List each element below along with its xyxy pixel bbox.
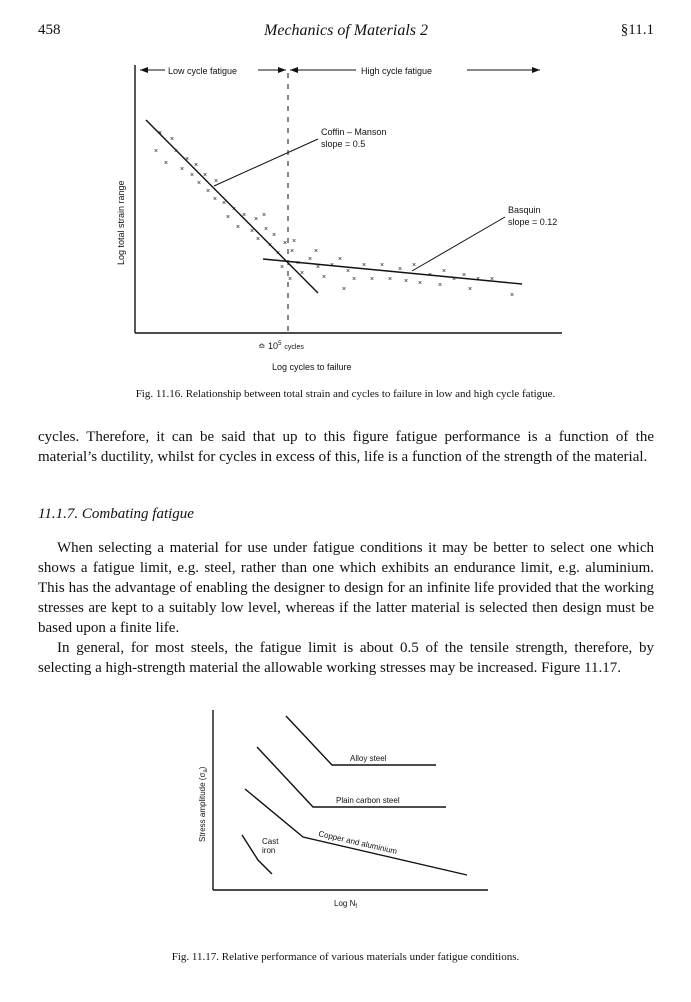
data-point: × <box>322 274 327 281</box>
data-point: × <box>158 130 163 137</box>
data-point: × <box>510 292 515 299</box>
data-point: × <box>438 282 443 289</box>
paragraph-2: When selecting a material for use under fatigue conditions it may be better to select one which shows a fatigue limit, e.g. steel, rather than one which exhibits an endurance limit, e.g. aluminium. This has the advantage of enabling the designer to design for an infinite life provided that the working stresses are kept to a suitably low level, whereas if the latter material is selected then design must be based upon a finite life. <box>38 540 654 636</box>
section-heading: 11.1.7. Combating fatigue <box>38 506 194 522</box>
data-point: × <box>418 280 423 287</box>
data-point: × <box>222 200 227 207</box>
running-header <box>38 22 654 44</box>
transition-label: ≏ $10^5$ $_{cycles}$ <box>258 341 304 351</box>
data-point: × <box>264 226 269 233</box>
data-point: × <box>314 248 319 255</box>
data-point: × <box>290 248 295 255</box>
alloy-steel-label: Alloy steel <box>350 754 387 763</box>
data-point: × <box>236 224 241 231</box>
basquin-label: Basquin <box>508 205 541 215</box>
data-point: × <box>174 148 179 155</box>
figure-11-17-caption: Fig. 11.17. Relative performance of various materials under fatigue conditions. <box>171 951 520 963</box>
data-point: × <box>194 162 199 169</box>
data-point: × <box>412 262 417 269</box>
data-point: × <box>300 270 305 277</box>
section-number: §11.1 <box>620 22 654 38</box>
data-point: × <box>352 276 357 283</box>
data-point: × <box>185 156 190 163</box>
basquin-slope: slope = 0.12 <box>508 217 558 227</box>
data-point: × <box>370 276 375 283</box>
cast-iron-label-1: Cast <box>262 837 279 846</box>
coffin-leader <box>214 139 318 186</box>
data-point: × <box>280 264 285 271</box>
data-point: × <box>154 148 159 155</box>
low-cycle-label: Low cycle fatigue <box>168 66 238 76</box>
data-point: × <box>380 262 385 269</box>
y-axis-label: Stress amplitude $(\sigma_a)$ <box>198 766 209 842</box>
data-point: × <box>468 286 473 293</box>
page-number: 458 <box>38 22 61 38</box>
coffin-manson-slope: slope = 0.5 <box>321 139 366 149</box>
data-point: × <box>462 272 467 279</box>
copper-aluminium-label: Copper and aluminium <box>317 829 399 857</box>
data-point: × <box>272 232 277 239</box>
data-point: × <box>330 262 335 269</box>
data-point: × <box>388 276 393 283</box>
data-point: × <box>342 286 347 293</box>
data-point: × <box>190 172 195 179</box>
data-point: × <box>242 212 247 219</box>
data-point: × <box>362 262 367 269</box>
x-axis-label: Log $N_f$ <box>334 899 358 910</box>
high-cycle-label: High cycle fatigue <box>361 66 433 76</box>
figure-11-16 <box>0 55 691 380</box>
data-point: × <box>164 160 169 167</box>
data-point: × <box>296 260 301 267</box>
paragraph-continuation <box>38 427 654 467</box>
scatter-points <box>154 130 514 299</box>
data-point: × <box>213 196 218 203</box>
data-point: × <box>283 240 288 247</box>
body-paragraphs <box>38 538 654 678</box>
plain-carbon-label: Plain carbon steel <box>336 796 400 805</box>
data-point: × <box>197 180 202 187</box>
data-point: × <box>180 166 185 173</box>
y-axis-label: Log total strain range <box>116 180 126 265</box>
data-point: × <box>288 276 293 283</box>
data-point: × <box>428 272 433 279</box>
data-point: × <box>170 136 175 143</box>
data-point: × <box>442 268 447 275</box>
figure-11-16-caption: Fig. 11.16. Relationship between total strain and cycles to failure in low and high cycle fatigue. <box>135 388 556 400</box>
basquin-leader <box>412 217 505 271</box>
data-point: × <box>316 264 321 271</box>
data-point: × <box>268 242 273 249</box>
data-point: × <box>256 236 261 243</box>
book-title: Mechanics of Materials 2 <box>264 22 428 39</box>
data-point: × <box>490 276 495 283</box>
x-axis-label: Log cycles to failure <box>272 362 352 372</box>
data-point: × <box>292 238 297 245</box>
data-point: × <box>214 178 219 185</box>
paragraph-1: cycles. Therefore, it can be said that up to this figure fatigue performance is a function of the material’s ductility, whilst for cycles in excess of this, life is a function of the strength of the material. <box>38 429 654 465</box>
coffin-manson-label: Coffin – Manson <box>321 127 387 137</box>
data-point: × <box>206 188 211 195</box>
data-point: × <box>203 172 208 179</box>
data-point: × <box>476 276 481 283</box>
data-point: × <box>346 268 351 275</box>
paragraph-3: In general, for most steels, the fatigue limit is about 0.5 of the tensile strength, therefore, by selecting a high-strength material the allowable working stresses may be increased. Figure 11.17. <box>38 640 654 676</box>
data-point: × <box>232 206 237 213</box>
data-point: × <box>226 214 231 221</box>
data-point: × <box>276 250 281 257</box>
data-point: × <box>250 228 255 235</box>
data-point: × <box>254 216 259 223</box>
data-point: × <box>404 278 409 285</box>
data-point: × <box>338 256 343 263</box>
figure-11-17 <box>0 700 691 940</box>
data-point: × <box>308 256 313 263</box>
data-point: × <box>398 266 403 273</box>
data-point: × <box>262 212 267 219</box>
data-point: × <box>452 276 457 283</box>
cast-iron-label-2: iron <box>262 846 276 855</box>
